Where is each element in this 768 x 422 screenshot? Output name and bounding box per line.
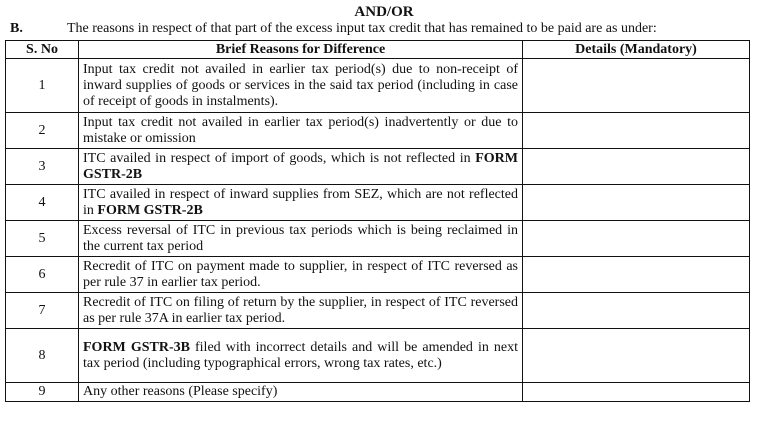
row-reason — [79, 59, 523, 113]
row-reason — [79, 383, 523, 402]
row-reason — [79, 329, 523, 383]
reason-text: Recredit of ITC on payment made to supplier, in respect of ITC reversed as per rule 37 in earlier tax period. — [83, 258, 518, 290]
reason-text: Input tax credit not availed in earlier tax period(s) due to non-receipt of inward supplies of goods or services in the said tax period (including in case of receipt of goods in instalments). — [83, 61, 518, 109]
table-row — [6, 383, 750, 402]
reason-text: Any other reasons (Please specify) — [83, 384, 278, 399]
header-reason: Brief Reasons for Difference — [79, 41, 523, 59]
row-reason — [79, 113, 523, 149]
table-row — [6, 149, 750, 185]
row-sno: 2 — [6, 113, 79, 149]
row-reason — [79, 185, 523, 221]
row-reason — [79, 221, 523, 257]
table-row — [6, 257, 750, 293]
row-details-field[interactable] — [523, 221, 750, 257]
table-row — [6, 221, 750, 257]
row-details-field[interactable] — [523, 293, 750, 329]
row-sno: 6 — [6, 257, 79, 293]
table-header-row — [6, 41, 750, 59]
row-sno: 1 — [6, 59, 79, 113]
row-details-field[interactable] — [523, 257, 750, 293]
table-row — [6, 329, 750, 383]
row-reason — [79, 293, 523, 329]
page-heading: AND/OR — [354, 4, 414, 20]
reason-text: Input tax credit not availed in earlier tax period(s) inadvertently or due to mistake or omission — [83, 114, 518, 146]
row-sno: 4 — [6, 185, 79, 221]
row-sno: 3 — [6, 149, 79, 185]
form-name: FORM GSTR-3B — [83, 339, 190, 355]
form-name: FORM GSTR-2B — [97, 202, 203, 218]
row-sno: 7 — [6, 293, 79, 329]
row-details-field[interactable] — [523, 113, 750, 149]
row-details-field[interactable] — [523, 383, 750, 402]
reason-text: filed with incorrect details and will be amended in next tax period (including typographical errors, wrong tax rates, etc.) — [83, 339, 519, 371]
reason-text: Recredit of ITC on filing of return by the supplier, in respect of ITC reversed as per rule 37A in earlier tax period. — [83, 294, 518, 326]
row-reason — [79, 257, 523, 293]
reason-text: ITC availed in respect of inward supplies from SEZ, which are not reflected in — [83, 186, 518, 218]
row-sno: 9 — [6, 383, 79, 402]
row-details-field[interactable] — [523, 149, 750, 185]
row-details-field[interactable] — [523, 59, 750, 113]
reason-text: Excess reversal of ITC in previous tax periods which is being reclaimed in the current tax period — [83, 222, 518, 254]
row-sno: 5 — [6, 221, 79, 257]
section-letter: B. — [10, 21, 23, 36]
form-name: FORM GSTR-2B — [83, 150, 518, 182]
row-details-field[interactable] — [523, 185, 750, 221]
table-row — [6, 293, 750, 329]
section-description: The reasons in respect of that part of the excess input tax credit that has remained to be paid are as under: — [67, 21, 657, 36]
reason-text: ITC availed in respect of import of goods, which is not reflected in — [83, 150, 476, 166]
header-sno: S. No — [6, 41, 79, 59]
table-row — [6, 59, 750, 113]
header-details: Details (Mandatory) — [523, 41, 750, 59]
reasons-table — [5, 40, 750, 402]
table-row — [6, 185, 750, 221]
row-sno: 8 — [6, 329, 79, 383]
table-row — [6, 113, 750, 149]
row-details-field[interactable] — [523, 329, 750, 383]
row-reason — [79, 149, 523, 185]
